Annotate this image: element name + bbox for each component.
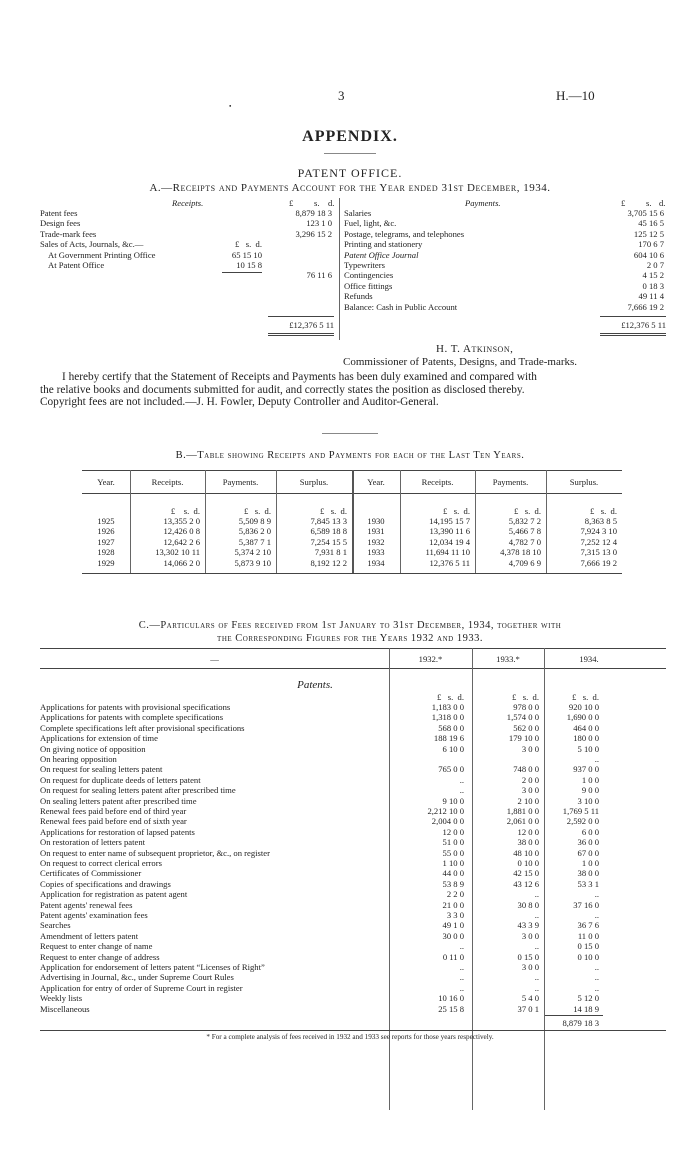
receipt-amount: 8,879 18 3 (295, 208, 332, 218)
payment-amount: 2 0 7 (646, 259, 664, 270)
fee-y1932: .. (459, 941, 464, 952)
fee-y1932: 55 0 0 (442, 847, 464, 858)
fee-y1933: .. (534, 941, 539, 952)
fee-y1934: 36 0 0 (577, 837, 599, 848)
fee-label: Copies of specifications and drawings (40, 878, 171, 889)
fee-y1932: 21 0 0 (442, 899, 464, 910)
table-cell-year: 1926 (97, 526, 115, 537)
fee-label: Searches (40, 920, 71, 931)
page-number: 3 (338, 88, 345, 103)
header-payments: Payments. (492, 477, 529, 487)
fee-label: On sealing letters patent after prescribed time (40, 795, 197, 806)
table-row (40, 910, 640, 920)
fee-label: Applications for patents with complete specifications (40, 712, 224, 723)
receipts-column-right (400, 516, 470, 568)
table-cell-payments: 5,387 7 1 (238, 536, 271, 547)
stub-header: — (210, 654, 219, 664)
table-row (40, 712, 640, 722)
table-cell-payments: 5,832 7 2 (508, 516, 541, 526)
receipt-label: Sales of Acts, Journals, &c.— (40, 239, 144, 250)
payment-label: Postage, telegrams, and telephones (344, 228, 465, 239)
table-cell-payments: 4,378 18 10 (500, 547, 541, 558)
fee-y1932: 188 19 6 (433, 733, 464, 744)
sales-amount: 10 15 8 (236, 259, 262, 270)
fee-y1933: 42 15 0 (513, 868, 539, 879)
payment-label: Refunds (344, 291, 373, 302)
fee-y1933: 748 0 0 (513, 764, 539, 775)
receipts-double-rule (268, 333, 334, 334)
table-row (40, 962, 640, 972)
receipt-amount: 123 1 0 (306, 218, 332, 229)
payment-amount: 170 6 7 (638, 239, 664, 250)
fee-y1932: 1 10 0 (442, 858, 464, 868)
table-cell-year: 1925 (97, 516, 115, 526)
year-column-right (352, 516, 400, 568)
table-row (40, 744, 640, 754)
fee-y1934: 5 12 0 (577, 993, 599, 1004)
payment-amount: 45 16 5 (638, 218, 664, 229)
receipts-amounts (270, 208, 332, 281)
fee-y1934: 53 3 1 (577, 878, 599, 889)
header-receipts: Receipts. (421, 477, 454, 487)
fee-y1933: .. (534, 982, 539, 993)
fee-y1932: 3 3 0 (446, 910, 464, 920)
signature-title: Commissioner of Patents, Designs, and Trade-marks. (343, 356, 578, 368)
col-pence-right: d. (659, 198, 666, 208)
table-row (40, 858, 640, 868)
fee-y1932: 1,183 0 0 (431, 702, 464, 712)
fee-y1932: 2 2 0 (446, 889, 464, 900)
fee-label: Patent agents' renewal fees (40, 899, 133, 910)
fee-y1933: 0 10 0 (517, 858, 539, 868)
payment-amount: 3,705 15 6 (627, 208, 664, 218)
fee-y1932: .. (459, 785, 464, 796)
patents-subheading: Patents. (297, 679, 333, 691)
total-1934: 8,879 18 3 (562, 1018, 599, 1028)
receipt-label: Patent fees (40, 208, 78, 218)
fee-y1934: 180 0 0 (573, 733, 599, 744)
table-row (40, 952, 640, 962)
fee-y1934: 464 0 0 (573, 722, 599, 733)
sales-subamounts (212, 208, 262, 270)
certificate-line: the relative books and documents submitted for audit, and correctly states the position as disclosed thereby. (40, 383, 525, 396)
fee-y1932: 51 0 0 (442, 837, 464, 848)
fee-y1933: 38 0 0 (517, 837, 539, 848)
payments-column-right (475, 516, 541, 568)
table-cell-year: 1933 (367, 547, 385, 558)
table-cell-year: 1928 (97, 547, 115, 558)
table-row (40, 900, 640, 910)
fee-y1932: 25 15 8 (438, 1003, 464, 1014)
receipts-total-rule (268, 316, 334, 317)
receipt-label: Design fees (40, 218, 81, 229)
account-divider (339, 198, 340, 340)
fee-y1933: 0 15 0 (517, 951, 539, 962)
header-surplus: Surplus. (569, 477, 599, 487)
section-a-title: A.—Receipts and Payments Account for the Year ended 31st December, 1934. (149, 182, 551, 194)
fee-y1934: 6 0 0 (581, 826, 599, 837)
table-cell-payments: 5,873 9 10 (234, 557, 271, 568)
fee-y1934: 1 0 0 (581, 858, 599, 868)
fee-y1934: 2,592 0 0 (566, 816, 599, 827)
payment-label: Contingencies (344, 270, 394, 281)
payment-label: Balance: Cash in Public Account (344, 301, 458, 312)
payment-label: Patent Office Journal (344, 249, 419, 260)
table-cell-year: 1934 (367, 557, 385, 568)
payment-amount: 604 10 6 (633, 249, 664, 260)
fee-y1934: 67 0 0 (577, 847, 599, 858)
table-row (40, 972, 640, 982)
footnote: * For a complete analysis of fees received in 1932 and 1933 see reports for those years respectively. (206, 1033, 494, 1041)
fee-y1932: 568 0 0 (438, 722, 464, 733)
table-cell-receipts: 12,426 0 8 (163, 526, 200, 537)
dot-mark: ● (229, 103, 232, 108)
fee-y1932: 2,212 10 0 (427, 806, 464, 816)
fee-y1933: .. (534, 910, 539, 920)
table-cell-year: 1927 (97, 536, 115, 547)
fee-label: On restoration of letters patent (40, 837, 146, 848)
receipts-column-left (130, 516, 200, 568)
fee-y1934: 38 0 0 (577, 868, 599, 879)
fee-y1932: 12 0 0 (442, 826, 464, 837)
fee-y1934: 3 10 0 (577, 795, 599, 806)
table-cell-surplus: 8,192 12 2 (310, 557, 347, 568)
table-row (40, 983, 640, 993)
fee-y1932: 49 1 0 (442, 920, 464, 931)
payments-labels (344, 208, 614, 312)
fee-y1933: 12 0 0 (517, 826, 539, 837)
fee-y1932: 53 8 9 (442, 878, 464, 889)
fee-label: On request to enter name of subsequent proprietor, &c., on register (40, 847, 270, 858)
table-row (40, 806, 640, 816)
fee-y1934: .. (594, 982, 599, 993)
certificate-line: I hereby certify that the Statement of Receipts and Payments has been duly examined and compared with (62, 371, 537, 383)
fee-label: On request for sealing letters patent (40, 764, 163, 775)
table-row (40, 764, 640, 774)
payment-label: Typewriters (344, 259, 385, 270)
fee-y1932: 10 16 0 (438, 993, 464, 1004)
table-row (40, 723, 640, 733)
fee-y1934: 5 10 0 (577, 743, 599, 754)
fee-y1934: 14 18 9 (573, 1003, 599, 1014)
table-cell-receipts: 12,642 2 6 (163, 536, 200, 547)
table-cell-surplus: 7,315 13 0 (580, 547, 617, 558)
table-cell-surplus: 7,252 12 4 (580, 536, 617, 547)
fee-y1934: 37 16 0 (573, 899, 599, 910)
office-heading: PATENT OFFICE. (297, 166, 403, 180)
fee-label: Applications for patents with provisional specifications (40, 702, 231, 712)
header-1934: 1934. (579, 654, 599, 664)
payment-label: Fuel, light, &c. (344, 218, 397, 229)
fee-y1933: 2,061 0 0 (506, 816, 539, 827)
table-cell-payments: 5,836 2 0 (238, 526, 271, 537)
fee-y1934: .. (594, 754, 599, 764)
payment-amount: 49 11 4 (638, 291, 664, 302)
fee-y1934: 0 15 0 (577, 941, 599, 952)
fee-label: On giving notice of opposition (40, 743, 146, 754)
table-cell-year: 1929 (97, 557, 115, 568)
fee-y1932: 765 0 0 (438, 764, 464, 775)
fee-y1933: 30 8 0 (517, 899, 539, 910)
fee-y1934: 0 10 0 (577, 951, 599, 962)
fee-y1932: .. (459, 982, 464, 993)
table-row (40, 931, 640, 941)
fee-y1932: .. (459, 774, 464, 785)
fee-label: Certificates of Commissioner (40, 868, 142, 879)
table-row (40, 733, 640, 743)
col-shilling-left: s. (314, 198, 320, 208)
receipt-label: Trade-mark fees (40, 228, 97, 239)
section-b-title: B.—Table showing Receipts and Payments for each of the Last Ten Years. (175, 450, 525, 461)
payments-total-rule (600, 316, 666, 317)
fee-y1932: 9 10 0 (442, 795, 464, 806)
table-cell-receipts: 13,302 10 11 (155, 547, 200, 558)
section-c-subtitle: the Corresponding Figures for the Years 1932 and 1933. (217, 633, 483, 644)
table-cell-receipts: 12,034 19 4 (429, 536, 470, 547)
fee-label: Amendment of letters patent (40, 930, 139, 941)
table-cell-year: 1931 (367, 526, 385, 537)
fee-y1933: 3 0 0 (521, 785, 539, 796)
page-title: APPENDIX. (302, 128, 398, 145)
surplus-column-left (276, 516, 347, 568)
table-row (40, 827, 640, 837)
table-cell-payments: 4,782 7 0 (508, 536, 541, 547)
fee-label: On request for duplicate deeds of letters patent (40, 774, 201, 785)
payments-double-rule (600, 333, 666, 334)
surplus-column-right (546, 516, 617, 568)
receipts-total: £12,376 5 11 (289, 320, 334, 330)
table-cell-payments: 4,709 6 9 (508, 557, 541, 568)
payments-total: £12,376 5 11 (621, 320, 666, 330)
table-cell-payments: 5,509 8 9 (238, 516, 271, 526)
table-cell-surplus: 7,845 13 3 (310, 516, 347, 526)
sales-amount: 65 15 10 (231, 249, 262, 260)
table-cell-surplus: 8,363 8 5 (584, 516, 617, 526)
table-cell-receipts: 11,694 11 10 (425, 547, 470, 558)
fee-y1934: 920 10 0 (568, 702, 599, 712)
fee-label: Request to enter change of address (40, 951, 160, 962)
fee-label: Application for endorsement of letters patent “Licenses of Right” (40, 962, 265, 972)
table-cell-receipts: 12,376 5 11 (429, 557, 470, 568)
fee-y1932: 2,004 0 0 (431, 816, 464, 827)
fee-label: Patent agents' examination fees (40, 910, 148, 920)
fee-label: Miscellaneous (40, 1003, 90, 1014)
table-cell-payments: 5,374 2 10 (234, 547, 271, 558)
table-row (40, 796, 640, 806)
fee-y1934: .. (594, 972, 599, 983)
receipt-label: At Government Printing Office (48, 249, 156, 260)
fee-y1934: 36 7 6 (577, 920, 599, 931)
payment-label: Printing and stationery (344, 239, 423, 250)
fee-label: On hearing opposition (40, 754, 117, 764)
fee-label: On request to correct clerical errors (40, 858, 162, 868)
fee-y1933: 48 10 0 (513, 847, 539, 858)
table-row (40, 785, 640, 795)
header-receipts: Receipts. (151, 477, 184, 487)
table-cell-surplus: 7,254 15 5 (310, 536, 347, 547)
fee-y1934: .. (594, 910, 599, 920)
fee-y1933: 978 0 0 (513, 702, 539, 712)
fee-label: Applications for restoration of lapsed patents (40, 826, 195, 837)
fee-label: Weekly lists (40, 993, 83, 1004)
receipt-label: At Patent Office (48, 259, 105, 270)
fee-y1933: 2 10 0 (517, 795, 539, 806)
fee-y1932: 1,318 0 0 (431, 712, 464, 723)
payment-amount: 0 18 3 (642, 280, 664, 291)
fee-y1933: 43 3 9 (517, 920, 539, 931)
fee-y1933: 562 0 0 (513, 722, 539, 733)
fee-y1933: 1,881 0 0 (506, 806, 539, 816)
table-row (40, 754, 640, 764)
fee-y1933: 179 10 0 (508, 733, 539, 744)
fee-y1932: .. (459, 972, 464, 983)
table-row (40, 993, 640, 1003)
fee-y1933: 43 12 6 (513, 878, 539, 889)
fee-y1933: .. (534, 889, 539, 900)
col-pence-left: d. (328, 198, 335, 208)
fee-y1933: 37 0 1 (517, 1003, 539, 1014)
payment-label: Office fittings (344, 280, 393, 291)
fee-label: Application for registration as patent agent (40, 889, 188, 900)
table-cell-year: 1930 (367, 516, 385, 526)
audit-certificate (40, 371, 666, 409)
sales-total: 76 11 6 (306, 270, 332, 281)
fee-label: Renewal fees paid before end of third year (40, 806, 187, 816)
fee-y1933: 3 0 0 (521, 930, 539, 941)
fee-y1932: 0 11 0 (442, 951, 464, 962)
table-row (40, 837, 640, 847)
table-row (40, 879, 640, 889)
fee-label: Applications for extension of time (40, 733, 158, 744)
fee-label: Complete specifications left after provisional specifications (40, 722, 245, 733)
payment-amount: 7,666 19 2 (627, 301, 664, 312)
year-column-left (82, 516, 130, 568)
fee-y1934: 937 0 0 (573, 764, 599, 775)
fee-y1934: .. (594, 889, 599, 900)
table-cell-payments: 5,466 7 8 (508, 526, 541, 537)
title-rule (324, 153, 376, 154)
fee-label: Application for entry of order of Supreme Court in register (40, 982, 243, 993)
payments-column-left (205, 516, 271, 568)
table-cell-receipts: 13,390 11 6 (429, 526, 470, 537)
fee-y1933: 3 0 0 (521, 743, 539, 754)
report-reference: H.—10 (556, 88, 595, 103)
fee-y1932: 44 0 0 (442, 868, 464, 879)
fee-label: Renewal fees paid before end of sixth year (40, 816, 187, 827)
table-cell-receipts: 13,355 2 0 (163, 516, 200, 526)
payments-amounts (600, 208, 664, 312)
payment-label: Salaries (344, 208, 372, 218)
header-payments: Payments. (222, 477, 259, 487)
table-row (40, 775, 640, 785)
table-row (40, 848, 640, 858)
fee-y1932: 30 0 0 (442, 930, 464, 941)
sales-col-heads: £ s. d. (235, 239, 262, 250)
table-cell-surplus: 7,666 19 2 (580, 557, 617, 568)
fee-y1933: 1,574 0 0 (506, 712, 539, 723)
col-shilling-right: s. (646, 198, 652, 208)
col-pound-left: £ (289, 198, 294, 208)
table-cell-receipts: 14,195 15 7 (429, 516, 470, 526)
table-cell-surplus: 7,924 3 10 (580, 526, 617, 537)
table-cell-surplus: 7,931 8 1 (314, 547, 347, 558)
fee-y1934: 1,690 0 0 (566, 712, 599, 723)
header-1932: 1932.* (418, 654, 443, 664)
sales-rule (222, 272, 262, 273)
table-row (40, 941, 640, 951)
fee-label: On request for sealing letters patent after prescribed time (40, 785, 236, 796)
header-year: Year. (97, 477, 115, 487)
receipt-amount: 3,296 15 2 (295, 228, 332, 239)
fee-y1933: 5 4 0 (521, 993, 539, 1004)
table-row (40, 868, 640, 878)
table-cell-year: 1932 (367, 536, 385, 547)
certificate-line: Copyright fees are not included.—J. H. Fowler, Deputy Controller and Auditor-General. (40, 396, 439, 408)
header-1933: 1933.* (496, 654, 520, 664)
fee-y1934: 1 0 0 (581, 774, 599, 785)
header-surplus: Surplus. (299, 477, 329, 487)
table-cell-surplus: 6,589 18 8 (310, 526, 347, 537)
fee-y1934: 11 0 0 (577, 930, 599, 941)
payments-heading: Payments. (465, 198, 501, 208)
table-row (40, 1004, 640, 1014)
total-rule (545, 1015, 603, 1016)
section-c-title: C.—Particulars of Fees received from 1st January to 31st December, 1934, together with (138, 620, 562, 631)
col-pound-right: £ (621, 198, 626, 208)
fee-y1933: 3 0 0 (521, 962, 539, 972)
table-row (40, 816, 640, 826)
fee-y1933: 2 0 0 (521, 774, 539, 785)
fee-y1934: 1,769 5 11 (562, 806, 599, 816)
signature-name: H. T. Atkinson, (436, 343, 514, 355)
header-year: Year. (367, 477, 385, 487)
fee-y1933: .. (534, 972, 539, 983)
section-rule (322, 433, 378, 434)
fee-y1934: .. (594, 962, 599, 972)
fee-y1934: 9 0 0 (581, 785, 599, 796)
table-cell-receipts: 14,066 2 0 (163, 557, 200, 568)
payment-amount: 4 15 2 (642, 270, 664, 281)
table-row (40, 702, 640, 712)
table-row (40, 920, 640, 930)
receipts-heading: Receipts. (172, 198, 204, 208)
fee-y1932: 6 10 0 (442, 743, 464, 754)
fee-y1932: .. (459, 962, 464, 972)
fee-label: Request to enter change of name (40, 941, 153, 952)
fee-label: Advertising in Journal, &c., under Supreme Court Rules (40, 972, 234, 983)
payment-amount: 125 12 5 (633, 228, 664, 239)
table-row (40, 889, 640, 899)
